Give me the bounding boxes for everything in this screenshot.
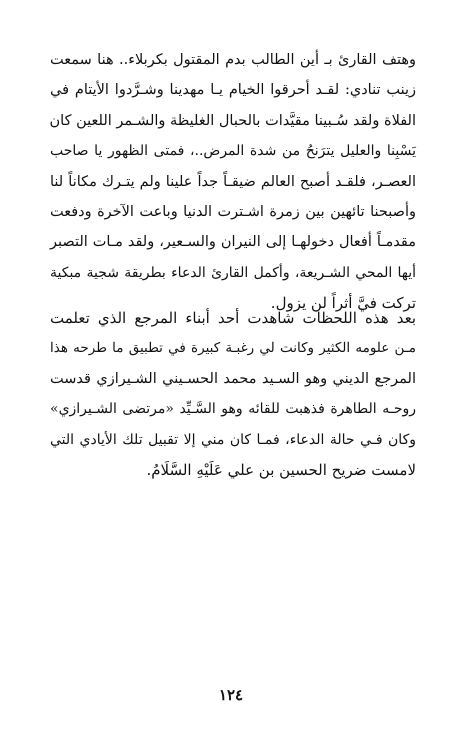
page-number: ١٢٤	[218, 686, 244, 704]
text-line: يَسْبِنا والعليل يترَنحُ من شدة المرض..، فمتى الظهور يا صاحب	[50, 143, 416, 160]
text-line: روحـه الطاهرة فذهبت للقائه وهو السَّـيِّد «مرتضى الشـيرازي»	[50, 401, 416, 418]
text-line: مـن علومه الكثير وكانت لي رغبـة كبيرة في تطبيق ما طرحه هذا	[50, 340, 416, 357]
text-line: العصـر، فلقـد أصبح العالم ضيقـاً جداً علينا ولم يتـرك مكاناً لنا	[50, 173, 416, 190]
paragraph-1	[50, 45, 416, 319]
text-line: الفلاة ولقد سُـبينا مقيَّدات بالحبال الغليظة والشـمر اللعين كان	[49, 112, 416, 129]
text-line: وكان فـي حالة الدعاء، فمـا كان مني إلا تقبيل تلك الأيادي التي	[50, 431, 416, 448]
text-line: المرجع الديني وهو السـيد محمد الحسـيني الشـيرازي قدست	[50, 370, 416, 387]
text-line: وهتف القارئ بـ أين الطالب بدم المقتول بكربلاء.. هنا سمعت	[50, 52, 416, 68]
text-line: مقدمـاً أفعال دخولهـا إلى النيران والسـعير، ولقد مـات التصبر	[50, 234, 416, 251]
text-line: زينب تنادي: لقـد أحرقوا الخيام يـا مهدينا وشـرَّدوا الأيتام في	[50, 82, 416, 99]
text-line: لامست ضريح الحسين بن علي عَلَيْهِ السَّلَامُ.	[146, 460, 416, 479]
text-line: تركت فيَّ أثراً لن يزول.	[270, 294, 416, 313]
text-line: أيها المحي الشـريعة، وأكمل القارئ الدعاء بطريقة شجية مبكية	[50, 264, 416, 281]
text-line: بعد هذه اللحظات شاهدت أحد أبناء المرجع الذي تعلمت	[50, 309, 416, 327]
paragraph-2	[50, 303, 416, 485]
text-line: وأصبحنا تائهين بين زمرة اشـترت الدنيا وباعت الآخرة ودفعت	[50, 203, 416, 220]
